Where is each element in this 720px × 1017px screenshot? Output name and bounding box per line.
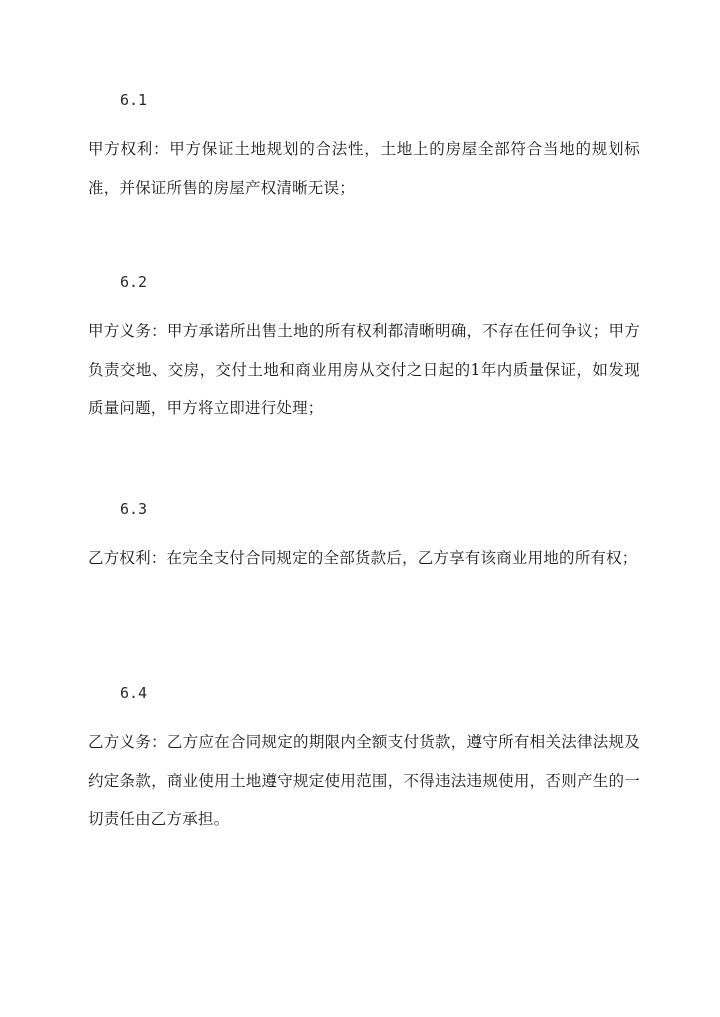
clause-text: 乙方义务：乙方应在合同规定的期限内全额支付货款，遵守所有相关法律法规及约定条款，商业使用土地遵守规定使用范围，不得违法违规使用，否则产生的一切责任由乙方承担。 (88, 733, 640, 828)
clause-6-3 (88, 499, 640, 578)
clause-text: 甲方权利：甲方保证土地规划的合法性，土地上的房屋全部符合当地的规划标准，并保证所售的房屋产权清晰无误； (88, 140, 640, 197)
clause-number: 6.2 (120, 273, 148, 291)
clause-text: 乙方权利：在完全支付合同规定的全部货款后，乙方享有该商业用地的所有权； (88, 549, 638, 567)
clause-number: 6.3 (120, 500, 148, 518)
clause-6-1 (88, 90, 640, 207)
clause-6-4 (88, 683, 640, 839)
clause-number: 6.4 (120, 684, 148, 702)
clause-6-2 (88, 272, 640, 428)
clause-text: 甲方义务：甲方承诺所出售土地的所有权利都清晰明确，不存在任何争议；甲方负责交地、交房，交付土地和商业用房从交付之日起的1年内质量保证，如发现质量问题，甲方将立即进行处理； (88, 322, 640, 417)
clause-number: 6.1 (120, 91, 148, 109)
